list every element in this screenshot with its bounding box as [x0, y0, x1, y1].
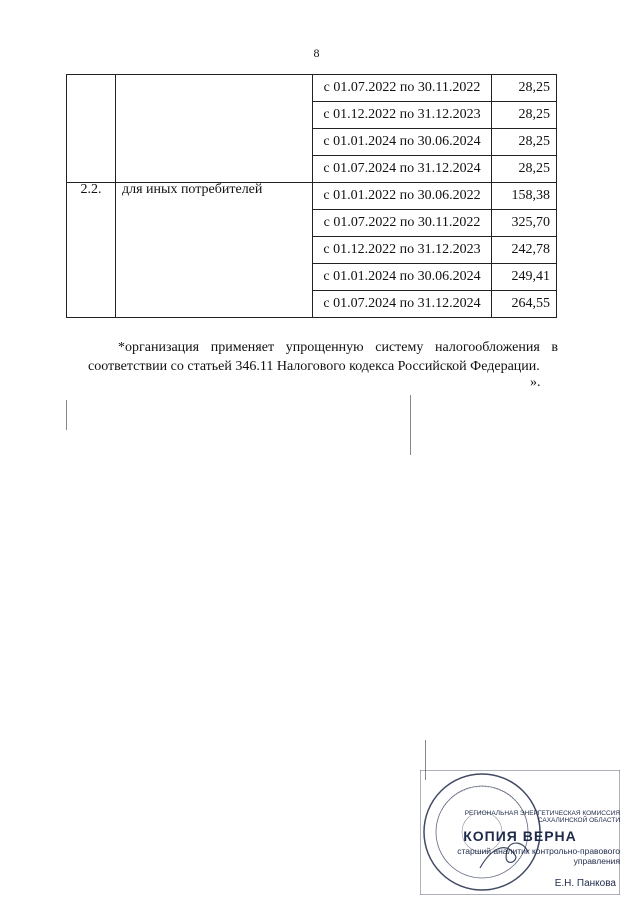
period-cell: с 01.07.2024 по 31.12.2024 — [313, 156, 492, 183]
tariff-value-cell: 158,38 — [492, 183, 557, 210]
scan-artifact — [66, 400, 67, 430]
tariff-table — [66, 74, 557, 318]
table-row — [67, 75, 557, 102]
row-number-cell: 2.2. — [67, 183, 116, 318]
tariff-value-cell: 264,55 — [492, 291, 557, 318]
tariff-value-cell: 28,25 — [492, 156, 557, 183]
tariff-value-cell: 28,25 — [492, 129, 557, 156]
stamp-signatory-name: Е.Н. Панкова — [554, 878, 616, 889]
period-cell: с 01.07.2022 по 30.11.2022 — [313, 75, 492, 102]
row-number-cell — [67, 75, 116, 183]
stamp-organization: РЕГИОНАЛЬНАЯ ЭНЕРГЕТИЧЕСКАЯ КОМИССИЯ САХАЛИНСКОЙ ОБЛАСТИ — [464, 810, 620, 824]
scan-artifact — [410, 395, 411, 455]
consumer-cell: для иных потребителей — [116, 183, 313, 318]
period-cell: с 01.07.2022 по 30.11.2022 — [313, 210, 492, 237]
table-row — [67, 183, 557, 210]
period-cell: с 01.12.2022 по 31.12.2023 — [313, 102, 492, 129]
stamp-title: КОПИЯ ВЕРНА — [463, 828, 577, 844]
tariff-value-cell: 28,25 — [492, 102, 557, 129]
footnote: *организация применяет упрощенную систему налогообложения в соответствии со статьей 346.11 Налогового кодекса Российской Федерации. — [88, 340, 558, 374]
tariff-value-cell: 28,25 — [492, 75, 557, 102]
period-cell: с 01.01.2022 по 30.06.2022 — [313, 183, 492, 210]
period-cell: с 01.12.2022 по 31.12.2023 — [313, 237, 492, 264]
period-cell: с 01.01.2024 по 30.06.2024 — [313, 129, 492, 156]
page-number: 8 — [313, 46, 320, 60]
tariff-value-cell: 249,41 — [492, 264, 557, 291]
period-cell: с 01.01.2024 по 30.06.2024 — [313, 264, 492, 291]
consumer-cell — [116, 75, 313, 183]
period-cell: с 01.07.2024 по 31.12.2024 — [313, 291, 492, 318]
closing-quote: ». — [530, 375, 541, 390]
tariff-value-cell: 325,70 — [492, 210, 557, 237]
tariff-value-cell: 242,78 — [492, 237, 557, 264]
stamp-text — [420, 810, 620, 889]
stamp-position: старший аналитик контрольно-правового управления — [457, 846, 620, 866]
